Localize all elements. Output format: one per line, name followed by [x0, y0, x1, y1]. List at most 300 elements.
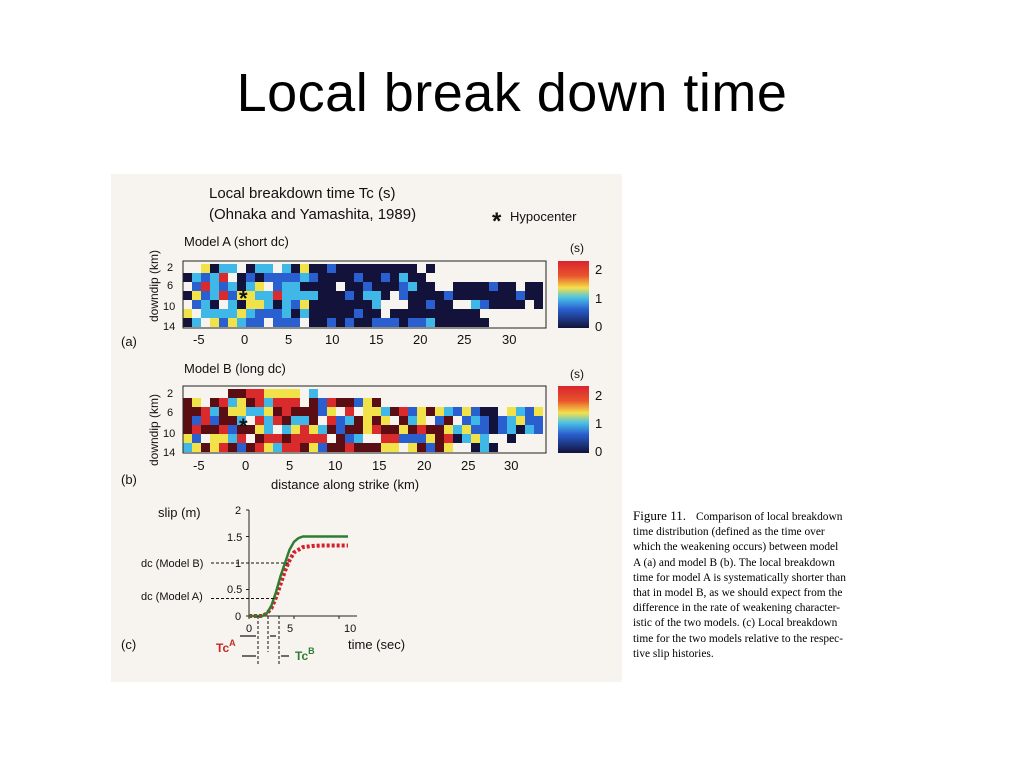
heatmap-cell — [228, 425, 237, 434]
heatmap-cell — [363, 416, 372, 425]
panel-c-plot — [211, 510, 357, 619]
heatmap-cell — [291, 318, 300, 327]
caption-line: which the weakening occurs) between model — [633, 541, 839, 554]
heatmap-cell — [354, 425, 363, 434]
caption-line: difference in the rate of weakening character- — [633, 602, 840, 615]
heatmap-cell — [237, 389, 246, 398]
heatmap-cell — [228, 434, 237, 443]
heatmap-cell — [264, 309, 273, 318]
heatmap-cell — [345, 425, 354, 434]
panel-a-ytick: 14 — [163, 321, 176, 333]
heatmap-cell — [255, 416, 264, 425]
heatmap-cell — [372, 407, 381, 416]
heatmap-cell — [183, 291, 192, 300]
heatmap-cell — [408, 291, 417, 300]
caption-line: A (a) and model B (b). The local breakdown — [633, 556, 835, 569]
panel-b-label: (b) — [121, 472, 137, 487]
heatmap-cell — [426, 264, 435, 273]
heatmap-cell — [255, 273, 264, 282]
figure-header-title: Local breakdown time Tc (s) — [209, 185, 396, 202]
heatmap-cell — [228, 291, 237, 300]
heatmap-cell — [264, 264, 273, 273]
heatmap-cell — [300, 309, 309, 318]
heatmap-cell — [264, 398, 273, 407]
heatmap-cell — [228, 282, 237, 291]
heatmap-cell — [192, 434, 201, 443]
heatmap-cell — [228, 318, 237, 327]
colorbar-b-unit: (s) — [570, 367, 584, 381]
heatmap-cell — [318, 309, 327, 318]
heatmap-cell — [210, 434, 219, 443]
heatmap-cell — [183, 309, 192, 318]
heatmap-cell — [399, 273, 408, 282]
caption-figure-label: Figure 11. — [633, 508, 686, 523]
heatmap-cell — [516, 407, 525, 416]
heatmap-cell — [498, 416, 507, 425]
heatmap-cell — [390, 443, 399, 452]
heatmap-cell — [327, 291, 336, 300]
heatmap-cell — [408, 282, 417, 291]
heatmap-cell — [300, 443, 309, 452]
panel-a-xtick: 25 — [457, 332, 472, 347]
heatmap-cell — [426, 318, 435, 327]
heatmap-cell — [264, 425, 273, 434]
heatmap-cell — [273, 282, 282, 291]
heatmap-cell — [444, 416, 453, 425]
heatmap-cell — [201, 273, 210, 282]
panel-c-xlabel: time (sec) — [348, 637, 406, 652]
heatmap-cell — [372, 300, 381, 309]
heatmap-cell — [444, 425, 453, 434]
heatmap-cell — [408, 300, 417, 309]
heatmap-cell — [255, 318, 264, 327]
heatmap-cell — [282, 282, 291, 291]
heatmap-cell — [336, 416, 345, 425]
heatmap-cell — [273, 318, 282, 327]
heatmap-cell — [300, 425, 309, 434]
heatmap-cell — [336, 264, 345, 273]
heatmap-cell — [381, 416, 390, 425]
heatmap-cell — [390, 407, 399, 416]
heatmap-cell — [300, 291, 309, 300]
heatmap-cell — [363, 398, 372, 407]
heatmap-cell — [282, 300, 291, 309]
heatmap-cell — [282, 425, 291, 434]
heatmap-cell — [426, 300, 435, 309]
heatmap-cell — [471, 407, 480, 416]
heatmap-cell — [192, 273, 201, 282]
heatmap-cell — [426, 309, 435, 318]
hypocenter-marker-a: * — [239, 286, 248, 311]
heatmap-cell — [372, 398, 381, 407]
heatmap-cell — [453, 291, 462, 300]
heatmap-cell — [237, 398, 246, 407]
heatmap-cell — [354, 291, 363, 300]
heatmap-cell — [363, 318, 372, 327]
heatmap-cell — [417, 443, 426, 452]
heatmap-cell — [300, 300, 309, 309]
heatmap-cell — [390, 318, 399, 327]
heatmap-cell — [345, 291, 354, 300]
heatmap-cell — [291, 407, 300, 416]
panel-a-xtick: 5 — [285, 332, 293, 347]
heatmap-cell — [246, 318, 255, 327]
heatmap-cell — [354, 273, 363, 282]
heatmap-cell — [516, 300, 525, 309]
heatmap-cell — [327, 407, 336, 416]
heatmap-cell — [183, 443, 192, 452]
heatmap-cell — [309, 309, 318, 318]
heatmap-cell — [372, 282, 381, 291]
heatmap-cell — [219, 407, 228, 416]
heatmap-cell — [345, 273, 354, 282]
heatmap-cell — [489, 407, 498, 416]
panel-a-xtick: 30 — [502, 332, 517, 347]
heatmap-cell — [282, 291, 291, 300]
heatmap-a — [183, 264, 543, 327]
slide-title: Local break down time — [236, 63, 788, 123]
tc-b-label: $Tc^B$ — [295, 646, 315, 663]
heatmap-cell — [327, 273, 336, 282]
heatmap-cell — [354, 443, 363, 452]
heatmap-cell — [228, 398, 237, 407]
heatmap-cell — [390, 273, 399, 282]
heatmap-cell — [183, 434, 192, 443]
panel-c-ticks — [246, 510, 339, 619]
heatmap-cell — [381, 282, 390, 291]
panel-b-xlabel: distance along strike (km) — [271, 477, 420, 492]
heatmap-cell — [327, 425, 336, 434]
heatmap-cell — [507, 434, 516, 443]
heatmap-cell — [273, 434, 282, 443]
heatmap-cell — [318, 425, 327, 434]
heatmap-cell — [210, 407, 219, 416]
heatmap-cell — [471, 291, 480, 300]
colorbar-b-tick: 0 — [595, 444, 603, 459]
heatmap-cell — [327, 264, 336, 273]
heatmap-cell — [246, 443, 255, 452]
heatmap-cell — [192, 416, 201, 425]
heatmap-cell — [534, 425, 543, 434]
heatmap-cell — [489, 282, 498, 291]
panel-c-xtick: 10 — [344, 623, 357, 635]
heatmap-cell — [228, 407, 237, 416]
heatmap-cell — [183, 273, 192, 282]
heatmap-cell — [480, 318, 489, 327]
heatmap-cell — [390, 434, 399, 443]
heatmap-cell — [309, 300, 318, 309]
heatmap-cell — [192, 300, 201, 309]
heatmap-cell — [237, 273, 246, 282]
heatmap-cell — [201, 416, 210, 425]
panel-b-ytick: 2 — [167, 388, 174, 400]
heatmap-cell — [435, 416, 444, 425]
heatmap-cell — [264, 416, 273, 425]
heatmap-cell — [381, 291, 390, 300]
heatmap-cell — [282, 273, 291, 282]
heatmap-cell — [318, 273, 327, 282]
heatmap-cell — [534, 282, 543, 291]
heatmap-cell — [219, 398, 228, 407]
heatmap-cell — [183, 416, 192, 425]
heatmap-cell — [201, 425, 210, 434]
heatmap-cell — [408, 443, 417, 452]
heatmap-cell — [345, 282, 354, 291]
heatmap-cell — [534, 416, 543, 425]
panel-a-yticks — [163, 262, 175, 333]
heatmap-cell — [363, 282, 372, 291]
heatmap-cell — [417, 407, 426, 416]
heatmap-cell — [408, 407, 417, 416]
colorbar-a-tick: 2 — [595, 262, 603, 277]
heatmap-cell — [480, 300, 489, 309]
heatmap-cell — [201, 309, 210, 318]
caption-line: time for model A is systematically shorter than — [633, 571, 846, 584]
panel-c-ytick: 1 — [235, 558, 242, 570]
heatmap-cell — [327, 416, 336, 425]
colorbar-a-tick: 1 — [595, 291, 603, 306]
heatmap-cell — [282, 416, 291, 425]
heatmap-cell — [291, 291, 300, 300]
heatmap-cell — [471, 282, 480, 291]
heatmap-cell — [183, 407, 192, 416]
heatmap-cell — [273, 407, 282, 416]
heatmap-cell — [372, 425, 381, 434]
heatmap-cell — [363, 273, 372, 282]
heatmap-cell — [273, 273, 282, 282]
heatmap-cell — [381, 434, 390, 443]
heatmap-cell — [336, 425, 345, 434]
heatmap-cell — [399, 309, 408, 318]
heatmap-cell — [318, 318, 327, 327]
heatmap-cell — [534, 300, 543, 309]
heatmap-cell — [273, 309, 282, 318]
heatmap-cell — [336, 398, 345, 407]
figure-panel — [111, 174, 622, 682]
heatmap-cell — [183, 398, 192, 407]
heatmap-cell — [498, 282, 507, 291]
heatmap-cell — [399, 318, 408, 327]
heatmap-cell — [417, 273, 426, 282]
heatmap-cell — [327, 282, 336, 291]
heatmap-cell — [444, 443, 453, 452]
heatmap-cell — [210, 291, 219, 300]
heatmap-cell — [282, 318, 291, 327]
heatmap-b — [183, 389, 543, 452]
heatmap-cell — [417, 300, 426, 309]
heatmap-cell — [390, 264, 399, 273]
heatmap-cell — [327, 318, 336, 327]
heatmap-cell — [435, 443, 444, 452]
heatmap-cell — [318, 443, 327, 452]
heatmap-cell — [408, 318, 417, 327]
heatmap-cell — [408, 264, 417, 273]
heatmap-cell — [255, 309, 264, 318]
heatmap-cell — [264, 407, 273, 416]
heatmap-cell — [210, 318, 219, 327]
heatmap-cell — [273, 398, 282, 407]
heatmap-cell — [336, 318, 345, 327]
heatmap-cell — [345, 398, 354, 407]
heatmap-cell — [381, 425, 390, 434]
heatmap-cell — [192, 443, 201, 452]
heatmap-cell — [426, 291, 435, 300]
heatmap-cell — [336, 300, 345, 309]
heatmap-cell — [444, 300, 453, 309]
heatmap-cell — [255, 443, 264, 452]
heatmap-cell — [381, 443, 390, 452]
heatmap-cell — [453, 407, 462, 416]
heatmap-cell — [282, 434, 291, 443]
heatmap-cell — [462, 425, 471, 434]
panel-c-ytick: 1.5 — [227, 532, 243, 544]
tc-annotations — [216, 616, 315, 664]
heatmap-cell — [255, 389, 264, 398]
heatmap-cell — [291, 309, 300, 318]
panel-a-ytick: 2 — [167, 262, 174, 274]
heatmap-cell — [345, 407, 354, 416]
colorbar-b-tick: 1 — [595, 416, 603, 431]
heatmap-cell — [210, 416, 219, 425]
heatmap-cell — [300, 416, 309, 425]
heatmap-cell — [354, 309, 363, 318]
heatmap-cell — [183, 425, 192, 434]
heatmap-cell — [228, 389, 237, 398]
heatmap-cell — [426, 282, 435, 291]
heatmap-cell — [273, 389, 282, 398]
heatmap-cell — [264, 389, 273, 398]
heatmap-cell — [210, 309, 219, 318]
heatmap-cell — [426, 425, 435, 434]
heatmap-cell — [399, 264, 408, 273]
heatmap-cell — [453, 434, 462, 443]
heatmap-cell — [363, 425, 372, 434]
heatmap-cell — [507, 407, 516, 416]
heatmap-cell — [381, 264, 390, 273]
panel-a-xtick: 15 — [369, 332, 384, 347]
heatmap-cell — [309, 291, 318, 300]
heatmap-cell — [273, 291, 282, 300]
heatmap-cell — [345, 264, 354, 273]
heatmap-cell — [210, 300, 219, 309]
heatmap-cell — [264, 443, 273, 452]
caption-line: Figure 11. Comparison of local breakdown — [633, 508, 843, 523]
heatmap-cell — [354, 434, 363, 443]
panel-b-ylabel: downdip (km) — [147, 393, 161, 466]
heatmap-cell — [201, 291, 210, 300]
heatmap-cell — [345, 416, 354, 425]
panel-a-xtick: 0 — [241, 332, 249, 347]
heatmap-cell — [354, 416, 363, 425]
heatmap-cell — [291, 264, 300, 273]
heatmap-cell — [516, 425, 525, 434]
heatmap-cell — [444, 291, 453, 300]
figure-header-source: (Ohnaka and Yamashita, 1989) — [209, 206, 417, 223]
heatmap-cell — [264, 273, 273, 282]
heatmap-cell — [471, 416, 480, 425]
heatmap-cell — [390, 425, 399, 434]
heatmap-cell — [282, 264, 291, 273]
panel-b-ytick: 14 — [163, 447, 176, 459]
heatmap-cell — [219, 309, 228, 318]
heatmap-cell — [237, 318, 246, 327]
hypocenter-legend-symbol: * — [492, 208, 502, 235]
heatmap-cell — [354, 318, 363, 327]
heatmap-cell — [507, 416, 516, 425]
panel-b-yticks — [163, 388, 175, 459]
heatmap-cell — [507, 291, 516, 300]
panel-b-xtick: 0 — [242, 458, 250, 473]
colorbar-a — [558, 261, 589, 328]
heatmap-cell — [354, 300, 363, 309]
heatmap-cell — [363, 291, 372, 300]
heatmap-cell — [273, 300, 282, 309]
heatmap-cell — [300, 407, 309, 416]
heatmap-cell — [345, 300, 354, 309]
heatmap-cell — [354, 282, 363, 291]
heatmap-cell — [210, 425, 219, 434]
panel-a-xtick: 20 — [413, 332, 428, 347]
heatmap-cell — [309, 434, 318, 443]
heatmap-cell — [453, 318, 462, 327]
heatmap-cell — [219, 291, 228, 300]
heatmap-cell — [390, 282, 399, 291]
heatmap-cell — [246, 389, 255, 398]
heatmap-cell — [462, 282, 471, 291]
heatmap-cell — [363, 443, 372, 452]
heatmap-cell — [282, 443, 291, 452]
panel-b-ytick: 6 — [167, 407, 174, 419]
heatmap-cell — [381, 273, 390, 282]
heatmap-cell — [417, 282, 426, 291]
heatmap-cell — [489, 300, 498, 309]
heatmap-cell — [219, 416, 228, 425]
heatmap-cell — [237, 443, 246, 452]
heatmap-cell — [345, 309, 354, 318]
heatmap-cell — [255, 425, 264, 434]
heatmap-cell — [507, 425, 516, 434]
heatmap-cell — [525, 282, 534, 291]
heatmap-cell — [255, 264, 264, 273]
heatmap-cell — [408, 434, 417, 443]
heatmap-cell — [525, 407, 534, 416]
heatmap-cell — [291, 443, 300, 452]
heatmap-cell — [183, 318, 192, 327]
heatmap-cell — [219, 425, 228, 434]
heatmap-cell — [291, 282, 300, 291]
heatmap-cell — [201, 300, 210, 309]
heatmap-cell — [489, 291, 498, 300]
heatmap-cell — [327, 398, 336, 407]
heatmap-cell — [228, 309, 237, 318]
heatmap-cell — [489, 416, 498, 425]
heatmap-cell — [363, 300, 372, 309]
heatmap-cell — [480, 282, 489, 291]
heatmap-cell — [291, 398, 300, 407]
heatmap-cell — [453, 309, 462, 318]
panel-c-xtick: 0 — [246, 623, 253, 635]
heatmap-cell — [435, 434, 444, 443]
heatmap-cell — [210, 398, 219, 407]
panel-b-xtick: 10 — [328, 458, 343, 473]
heatmap-cell — [255, 407, 264, 416]
tc-a-label: $Tc^A$ — [216, 638, 236, 655]
heatmap-cell — [192, 291, 201, 300]
heatmap-cell — [219, 273, 228, 282]
heatmap-cell — [264, 434, 273, 443]
heatmap-cell — [426, 434, 435, 443]
heatmap-cell — [435, 407, 444, 416]
